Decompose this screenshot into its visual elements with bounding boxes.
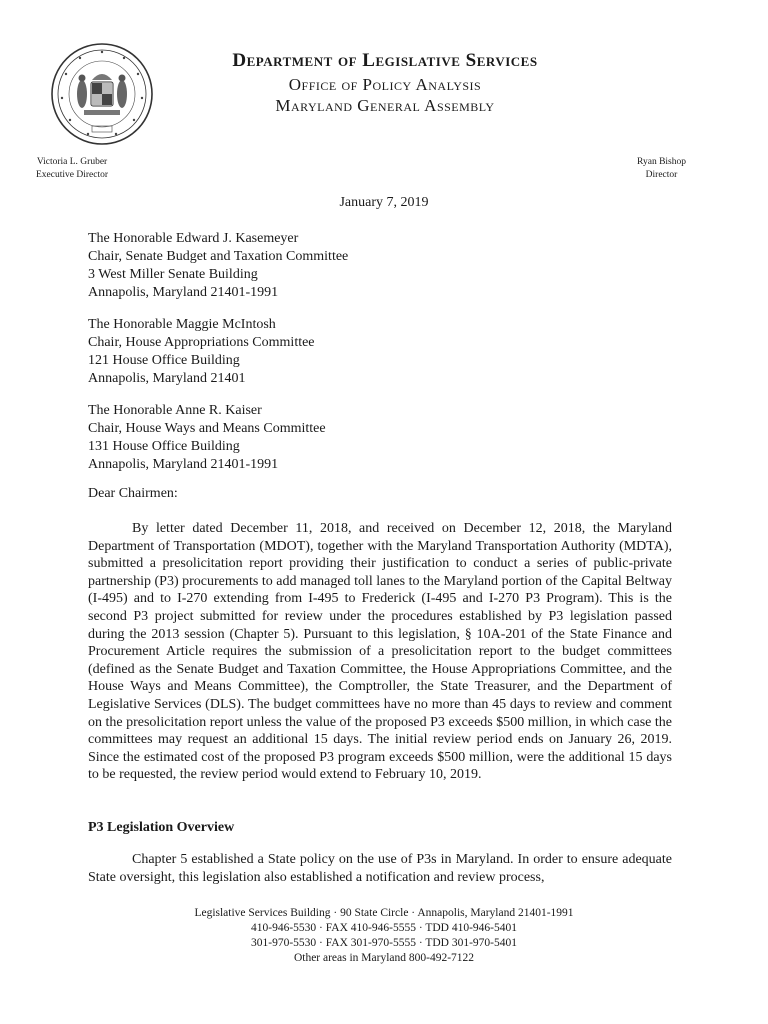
recipient-title: Chair, House Ways and Means Committee [88,421,326,436]
recipient-name: The Honorable Maggie McIntosh [88,317,276,332]
recipient-block-3 [88,402,326,474]
recipient-block-1 [88,230,348,302]
recipient-city-line: Annapolis, Maryland 21401-1991 [88,285,279,300]
executive-director-name: Victoria L. Gruber [36,157,108,167]
director-name: Ryan Bishop [637,157,686,167]
director-title: Director [645,170,678,180]
footer-address: Legislative Services Building · 90 State Circle · Annapolis, Maryland 21401-1991 [194,907,574,919]
recipient-block-2 [88,316,315,388]
salutation: Dear Chairmen: [88,486,178,501]
recipient-name: The Honorable Edward J. Kasemeyer [88,231,299,246]
recipient-address-line: 121 House Office Building [88,353,240,368]
maryland-state-seal [50,42,154,146]
recipient-title: Chair, Senate Budget and Taxation Committee [88,249,349,264]
footer-phone-410: 410-946-5530 · FAX 410-946-5555 · TDD 410-946-5401 [251,922,517,934]
recipient-city-line: Annapolis, Maryland 21401 [88,371,246,386]
recipient-city-line: Annapolis, Maryland 21401-1991 [88,457,279,472]
body-paragraph-2: Chapter 5 established a State policy on the use of P3s in Maryland. In order to ensure adequate State oversight, this legislation also established a notification and review process, [88,852,672,885]
letterhead-assembly: Maryland General Assembly [275,96,495,115]
letter-date: January 7, 2019 [339,195,429,210]
executive-director-block [36,156,108,182]
body-paragraph-1: By letter dated December 11, 2018, and received on December 12, 2018, the Maryland Department of Transportation (MDOT), together with the Maryland Transportation Authority (MDTA), submitted a presolicitation report providing their justification to conduct a series of public-private partnership (P3) procurements to add managed toll lanes to the Maryland portion of the Capital Beltway (I-495) and to I-270 extending from I-495 to Frederick (I-495 and I-270 P3 Program). This is the second P3 project submitted for review under the procedures established by P3 legislation passed during the 2013 session (Chapter 5). Pursuant to this legislation, § 10A-201 of the State Finance and Procurement Article requires the submission of a presolicitation report to the budget committees (defined as the Senate Budget and Taxation Committee, the House Appropriations Committee, and the House Ways and Means Committee), the Comptroller, the State Treasurer, and the Department of Legislative Services (DLS). The budget committees have no more than 45 days to review and comment on the presolicitation report unless the value of the proposed P3 exceeds $500 million, in which case the committees may request an additional 15 days. The initial review period ends on January 26, 2019. Since the estimated cost of the proposed P3 program exceeds $500 million, were the additional 15 days to be requested, the review period would extend to February 10, 2019. [88,521,672,783]
recipient-address-line: 3 West Miller Senate Building [88,267,258,282]
executive-director-title: Executive Director [36,170,109,180]
recipient-title: Chair, House Appropriations Committee [88,335,315,350]
director-block [637,156,686,182]
recipient-name: The Honorable Anne R. Kaiser [88,403,262,418]
letterhead-department: Department of Legislative Services [232,50,538,71]
footer-other-areas: Other areas in Maryland 800-492-7122 [293,952,475,964]
footer-phone-301: 301-970-5530 · FAX 301-970-5555 · TDD 301-970-5401 [251,937,517,949]
letterhead-office: Office of Policy Analysis [288,75,482,94]
section-heading: P3 Legislation Overview [88,820,235,835]
recipient-address-line: 131 House Office Building [88,439,240,454]
letterhead-footer [0,906,768,966]
